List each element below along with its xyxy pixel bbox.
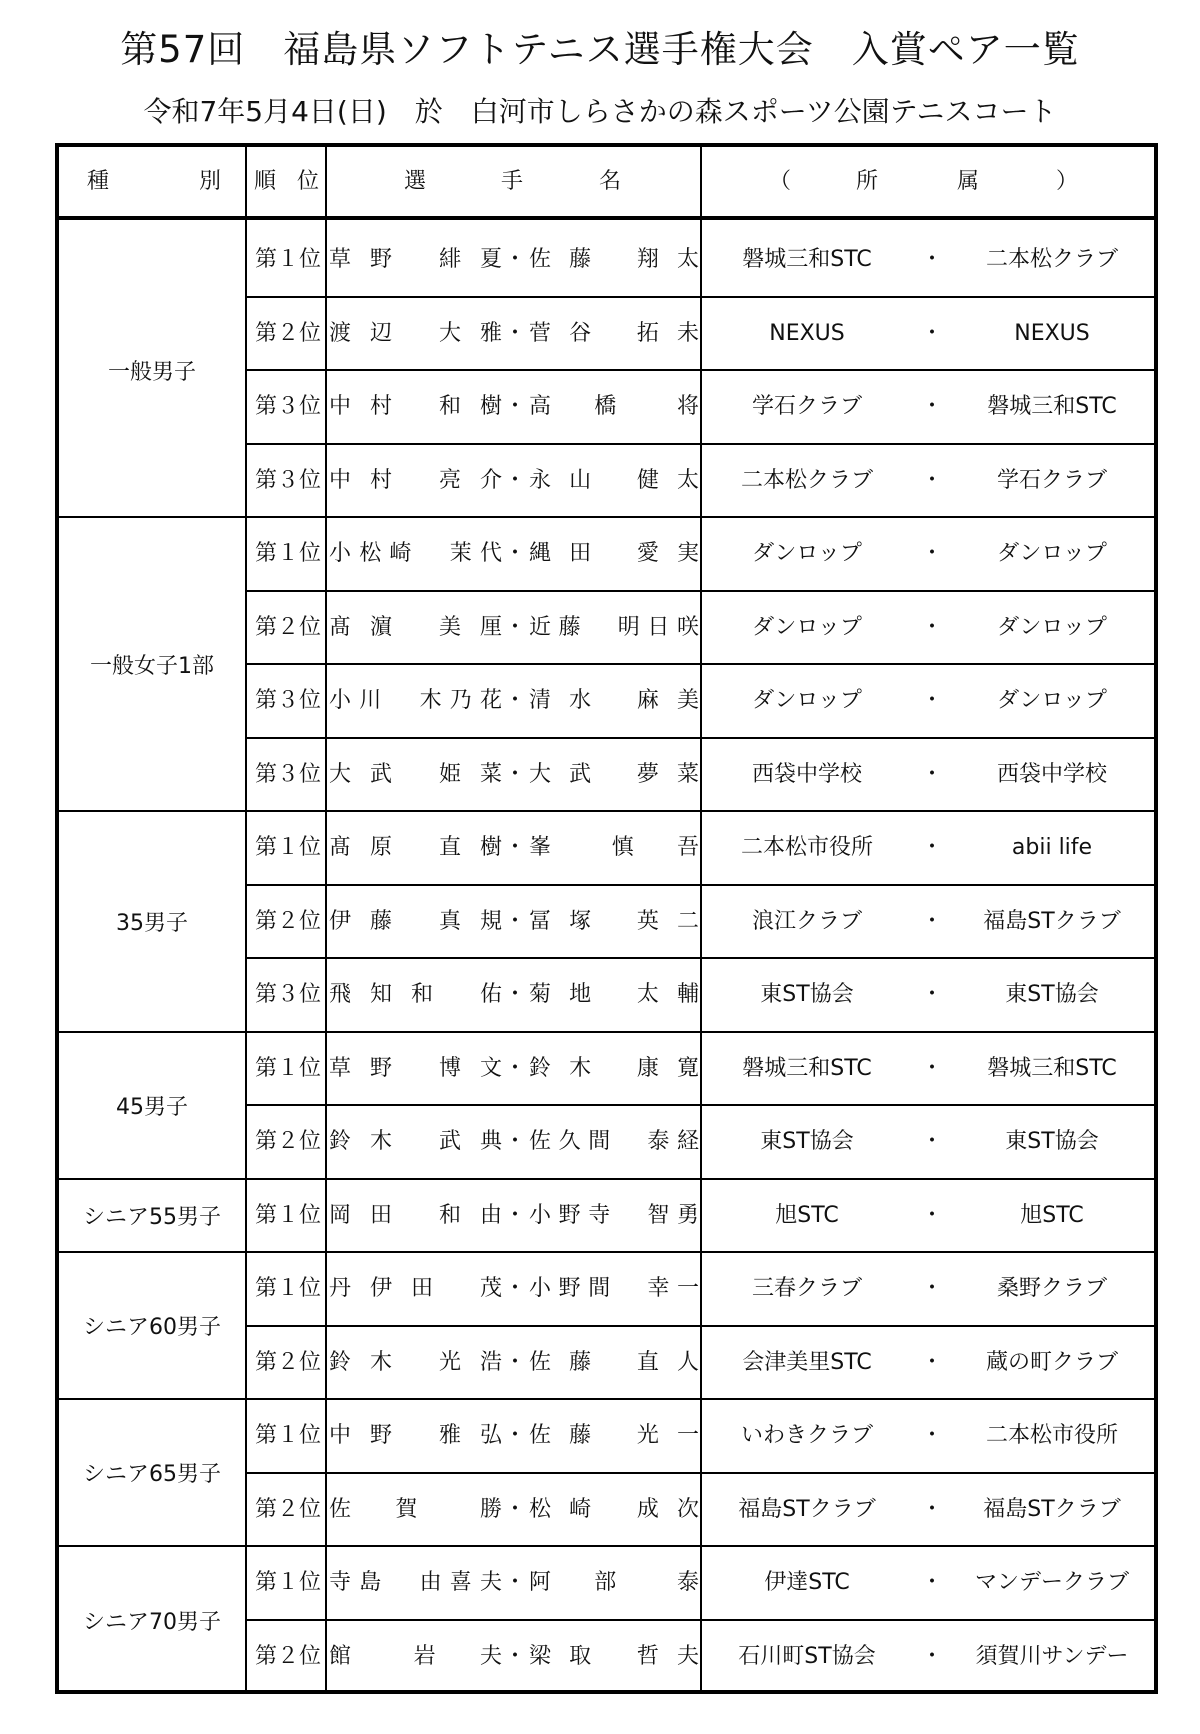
table-row — [247, 665, 1154, 739]
player-2-name: 佐 藤 直 人 — [529, 1349, 699, 1375]
player-1-name: 大 武 姫 菜 — [329, 761, 502, 787]
rank-cell: 第１位 — [254, 1276, 321, 1301]
player-1-affiliation: 学石クラブ — [751, 394, 862, 419]
player-1-affiliation: 二本松クラブ — [740, 467, 873, 493]
player-2-name: 松 崎 成 次 — [529, 1496, 699, 1522]
player-1-affiliation: 浪江クラブ — [751, 908, 862, 934]
player-1-name: 寺島 由喜夫 — [329, 1570, 502, 1595]
page-title: 第57回 福島県ソフトテニス選手権大会 入賞ペア一覧 — [120, 28, 1080, 71]
player-1-affiliation: 伊達STC — [764, 1570, 850, 1595]
table-row — [247, 1474, 1154, 1548]
player-2-name: 峯 慎 吾 — [529, 835, 699, 860]
player-2-affiliation: マンデークラブ — [974, 1570, 1129, 1595]
player-1-affiliation: 磐城三和STC — [742, 1055, 872, 1081]
table-row — [247, 518, 1154, 592]
player-2-affiliation: 福島STクラブ — [983, 1496, 1121, 1522]
player-2-affiliation: abii life — [1011, 835, 1093, 860]
player-1-affiliation: 西袋中学校 — [751, 761, 862, 787]
name-separator: ・ — [504, 1129, 527, 1154]
table-row — [247, 298, 1154, 372]
header-name-char-3: 名 — [599, 169, 622, 194]
player-2-affiliation: 二本松市役所 — [985, 1423, 1118, 1448]
affiliation-separator: ・ — [920, 1496, 943, 1522]
category-cell: 35男子 — [59, 812, 245, 1033]
player-1-name: 鈴 木 光 浩 — [329, 1349, 502, 1375]
affiliation-separator: ・ — [920, 394, 943, 419]
player-1-affiliation: ダンロップ — [752, 541, 862, 566]
player-1-affiliation: 東ST協会 — [760, 982, 854, 1007]
player-2-name: 佐 藤 光 一 — [529, 1423, 699, 1448]
affiliation-separator: ・ — [920, 1202, 943, 1228]
header-category-char-1: 種 — [87, 169, 110, 194]
table-row — [247, 1327, 1154, 1401]
player-2-name: 冨 塚 英 二 — [529, 908, 699, 934]
affiliation-separator: ・ — [920, 320, 943, 346]
player-1-affiliation: 福島STクラブ — [738, 1496, 876, 1522]
rank-cell: 第１位 — [254, 1570, 321, 1595]
player-1-affiliation: 三春クラブ — [751, 1276, 862, 1301]
name-separator: ・ — [504, 1349, 527, 1375]
player-1-name: 鈴 木 武 典 — [329, 1129, 502, 1154]
rank-cell: 第１位 — [254, 1055, 321, 1081]
name-separator: ・ — [504, 614, 527, 640]
player-2-name: 佐 藤 翔 太 — [529, 247, 699, 272]
player-1-name: 岡 田 和 由 — [329, 1202, 502, 1228]
table-row — [247, 1180, 1154, 1254]
affiliation-separator: ・ — [920, 1643, 943, 1669]
player-2-affiliation: ダンロップ — [997, 688, 1107, 713]
player-1-name: 髙 原 直 樹 — [329, 835, 502, 860]
rank-cell: 第１位 — [254, 541, 321, 566]
affiliation-separator: ・ — [920, 467, 943, 493]
affiliation-separator: ・ — [920, 247, 943, 272]
table-row — [247, 1547, 1154, 1621]
player-2-name: 鈴 木 康 寛 — [529, 1055, 699, 1081]
player-1-name: 伊 藤 真 規 — [329, 908, 502, 934]
table-row — [247, 1253, 1154, 1327]
affiliation-separator: ・ — [920, 908, 943, 934]
player-2-affiliation: NEXUS — [1014, 320, 1090, 346]
name-separator: ・ — [504, 320, 527, 346]
player-2-affiliation: 旭STC — [1020, 1202, 1084, 1228]
affiliation-separator: ・ — [920, 614, 943, 640]
header-category-char-2: 別 — [199, 169, 222, 194]
player-1-name: 中 村 和 樹 — [329, 394, 502, 419]
name-separator: ・ — [504, 1496, 527, 1522]
rank-cell: 第１位 — [254, 1423, 321, 1448]
table-row — [247, 1400, 1154, 1474]
name-separator: ・ — [504, 1202, 527, 1228]
category-cell: 一般男子 — [59, 224, 245, 518]
name-separator: ・ — [504, 761, 527, 787]
table-row — [247, 592, 1154, 666]
rank-cell: 第３位 — [254, 761, 321, 787]
header-name-char-1: 選 — [404, 169, 427, 194]
rank-cell: 第１位 — [254, 835, 321, 860]
player-1-name: 渡 辺 大 雅 — [329, 320, 502, 346]
category-cell: シニア60男子 — [59, 1253, 245, 1400]
table-row — [247, 445, 1154, 519]
player-1-affiliation: 二本松市役所 — [740, 835, 873, 860]
player-2-affiliation: 福島STクラブ — [983, 908, 1121, 934]
player-1-name: 小川 木乃花 — [329, 688, 502, 713]
name-separator: ・ — [504, 467, 527, 493]
name-separator: ・ — [504, 982, 527, 1007]
player-1-affiliation: ダンロップ — [752, 688, 862, 713]
name-separator: ・ — [504, 1423, 527, 1448]
player-2-affiliation: 学石クラブ — [996, 467, 1107, 493]
player-1-affiliation: 磐城三和STC — [742, 247, 872, 272]
category-cell: シニア70男子 — [83, 1610, 221, 1635]
table-row — [247, 739, 1154, 813]
name-separator: ・ — [504, 1055, 527, 1081]
name-separator: ・ — [504, 908, 527, 934]
affiliation-separator: ・ — [920, 1129, 943, 1154]
player-1-affiliation: 会津美里STC — [742, 1349, 872, 1375]
header-rank-char-2: 位 — [297, 169, 320, 194]
player-1-name: 丹 伊 田 茂 — [329, 1276, 502, 1301]
page-subtitle: 令和7年5月4日(日) 於 白河市しらさかの森スポーツ公園テニスコート — [143, 95, 1057, 128]
player-2-affiliation: 桑野クラブ — [996, 1276, 1107, 1301]
table-row — [247, 224, 1154, 298]
name-separator: ・ — [504, 394, 527, 419]
player-1-affiliation: 東ST協会 — [760, 1129, 854, 1154]
rank-cell: 第２位 — [254, 908, 321, 934]
player-2-name: 菅 谷 拓 未 — [529, 320, 699, 346]
category-cell: 一般女子1部 — [59, 518, 245, 812]
player-1-name: 館 岩 夫 — [329, 1643, 502, 1669]
player-2-affiliation: 磐城三和STC — [987, 1055, 1117, 1081]
player-1-affiliation: 旭STC — [775, 1202, 839, 1228]
player-2-name: 大 武 夢 菜 — [529, 761, 699, 787]
player-2-affiliation: 磐城三和STC — [987, 394, 1117, 419]
rank-cell: 第２位 — [254, 614, 321, 640]
player-2-name: 佐久間 泰経 — [529, 1129, 699, 1154]
rank-cell: 第１位 — [254, 1202, 321, 1228]
rank-cell: 第１位 — [254, 247, 321, 272]
player-2-affiliation: ダンロップ — [997, 614, 1107, 640]
player-1-name: 佐 賀 勝 — [329, 1496, 502, 1522]
player-2-name: 近藤 明日咲 — [529, 614, 699, 640]
affiliation-separator: ・ — [920, 1570, 943, 1595]
player-2-name: 永 山 健 太 — [529, 467, 699, 493]
header-affiliation-char-1: 所 — [856, 169, 879, 194]
rank-cell: 第２位 — [254, 1496, 321, 1522]
table-row — [247, 812, 1154, 886]
player-2-name: 縄 田 愛 実 — [529, 541, 699, 566]
name-separator: ・ — [504, 835, 527, 860]
rank-cell: 第２位 — [254, 1129, 321, 1154]
player-2-name: 清 水 麻 美 — [529, 688, 699, 713]
player-2-name: 菊 地 太 輔 — [529, 982, 699, 1007]
player-2-name: 小野寺 智勇 — [529, 1202, 699, 1228]
player-2-affiliation: ダンロップ — [997, 541, 1107, 566]
player-1-affiliation: いわきクラブ — [740, 1423, 873, 1448]
player-2-name: 梁 取 哲 夫 — [529, 1643, 699, 1669]
player-2-affiliation: 蔵の町クラブ — [985, 1349, 1118, 1375]
player-2-name: 高 橋 将 — [529, 394, 699, 419]
header-affiliation-char-2: 属 — [957, 169, 980, 194]
table-row — [247, 886, 1154, 960]
name-separator: ・ — [504, 541, 527, 566]
player-2-affiliation: 須賀川サンデー — [975, 1643, 1129, 1669]
affiliation-separator: ・ — [920, 835, 943, 860]
rank-cell: 第３位 — [254, 394, 321, 419]
name-separator: ・ — [504, 247, 527, 272]
name-separator: ・ — [504, 1276, 527, 1301]
player-2-name: 阿 部 泰 — [529, 1570, 699, 1595]
table-row — [247, 371, 1154, 445]
player-1-affiliation: ダンロップ — [752, 614, 862, 640]
affiliation-separator: ・ — [920, 1276, 943, 1301]
name-separator: ・ — [504, 1570, 527, 1595]
rank-cell: 第２位 — [254, 1643, 321, 1669]
affiliation-separator: ・ — [920, 761, 943, 787]
affiliation-separator: ・ — [920, 1423, 943, 1448]
player-1-name: 中 村 亮 介 — [329, 467, 502, 493]
rank-cell: 第３位 — [254, 467, 321, 493]
player-1-name: 草 野 博 文 — [329, 1055, 502, 1081]
player-1-name: 飛 知 和 佑 — [329, 982, 502, 1007]
affiliation-separator: ・ — [920, 1349, 943, 1375]
header-affiliation-close: ） — [1056, 169, 1079, 194]
header-name-char-2: 手 — [501, 169, 524, 194]
affiliation-separator: ・ — [920, 1055, 943, 1081]
player-1-name: 小松崎 茉代 — [329, 541, 502, 566]
header-rank-char-1: 順 — [254, 169, 277, 194]
player-1-affiliation: 石川町ST協会 — [738, 1643, 876, 1669]
affiliation-separator: ・ — [920, 541, 943, 566]
results-table — [55, 143, 1158, 1694]
player-1-name: 中 野 雅 弘 — [329, 1423, 502, 1448]
player-1-affiliation: NEXUS — [769, 320, 845, 346]
category-cell: 45男子 — [59, 1033, 245, 1180]
name-separator: ・ — [504, 688, 527, 713]
player-2-name: 小野間 幸一 — [529, 1276, 699, 1301]
category-cell: シニア55男子 — [59, 1180, 245, 1254]
table-row — [247, 1106, 1154, 1180]
player-1-name: 草 野 緋 夏 — [329, 247, 502, 272]
table-row — [247, 1033, 1154, 1107]
affiliation-separator: ・ — [920, 982, 943, 1007]
rank-cell: 第３位 — [254, 688, 321, 713]
category-cell: シニア65男子 — [59, 1400, 245, 1547]
rank-cell: 第２位 — [254, 320, 321, 346]
player-2-affiliation: 西袋中学校 — [996, 761, 1107, 787]
table-row — [247, 959, 1154, 1033]
player-2-affiliation: 東ST協会 — [1005, 1129, 1099, 1154]
player-1-name: 髙 濵 美 厘 — [329, 614, 502, 640]
player-2-affiliation: 二本松クラブ — [985, 247, 1118, 272]
rank-cell: 第２位 — [254, 1349, 321, 1375]
rank-cell: 第３位 — [254, 982, 321, 1007]
player-2-affiliation: 東ST協会 — [1005, 982, 1099, 1007]
table-row — [247, 1621, 1154, 1695]
header-affiliation-open: （ — [769, 169, 792, 194]
table-header — [59, 147, 1154, 220]
affiliation-separator: ・ — [920, 688, 943, 713]
name-separator: ・ — [504, 1643, 527, 1669]
